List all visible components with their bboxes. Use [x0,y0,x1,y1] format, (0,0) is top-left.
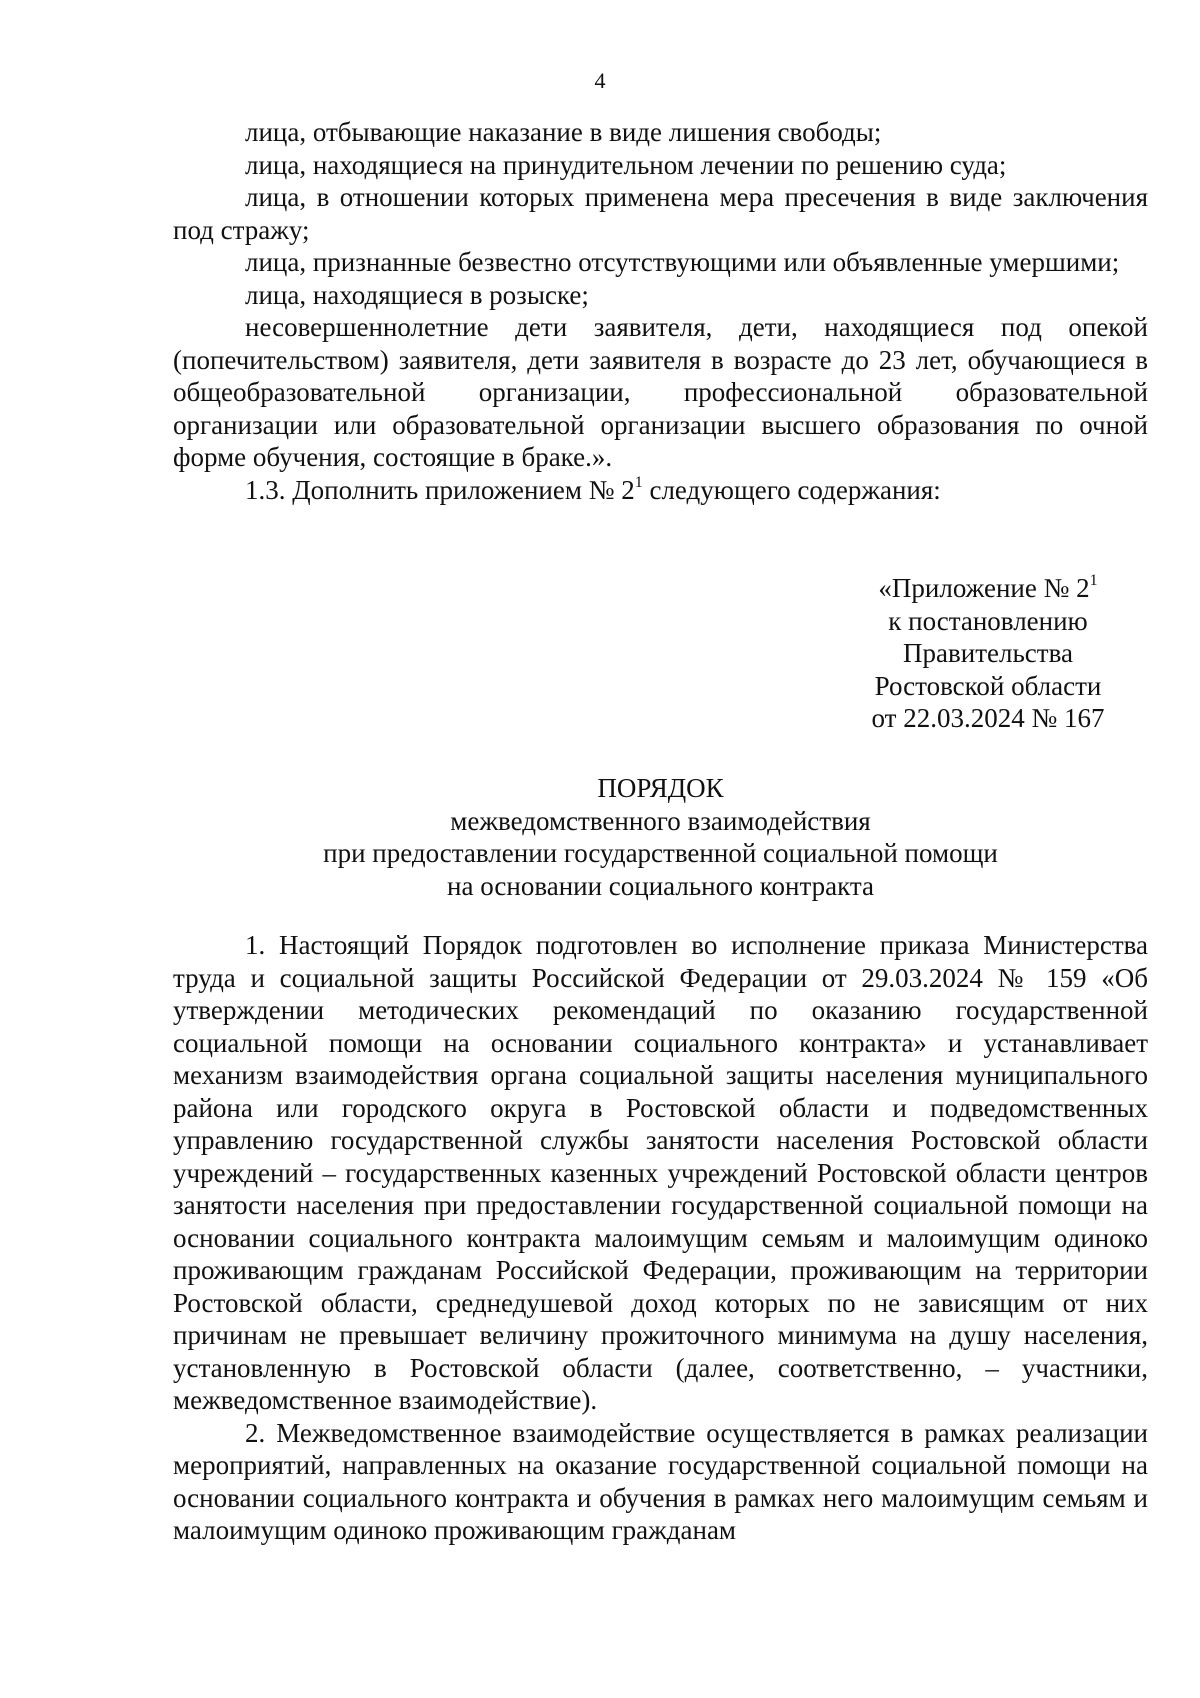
paragraph: лица, находящиеся в розыске; [245,279,589,310]
paragraph: 1. Настоящий Порядок подготовлен во исполнение приказа Министерства труда и социальной защиты Российской Федерации от 29.03.2024 № 159 «Об утверждении методических рекомендаций по оказанию государственной социальной помощи на основании социального контракта» и устанавливает механизм взаимодействия органа социальной защиты населения муниципального района или городского округа в Ростовской области и подведомственных управлению государственной службы занятости населения Ростовской области учреждений – государственных казенных учреждений Ростовской области центров занятости населения при предоставлении государственной социальной помощи на основании социального контракта малоимущим семьям и малоимущим одиноко проживающим гражданам Российской Федерации, проживающим на территории Ростовской области, среднедушевой доход которых по не зависящим от них причинам не превышает величину прожиточного минимума на душу населения, установленную в Ростовской области (далее, соответственно, – участники, межведомственное взаимодействие). [173,930,1148,1415]
paragraph: лица, признанные безвестно отсутствующими или объявленные умершими; [245,247,1120,277]
title-line: при предоставлении государственной социальной помощи [323,838,998,868]
paragraph: лица, находящиеся на принудительном лечении по решению суда; [245,149,1007,180]
appendix-line [838,572,1138,605]
appendix-line: от 22.03.2024 № 167 [871,703,1105,733]
amendment-text: 1.3. Дополнить приложением № 2 [245,474,635,505]
appendix-line: к постановлению [888,605,1088,636]
top-text-block [173,116,1148,506]
paragraph: лица, отбывающие наказание в виде лишения свободы; [245,117,882,147]
appendix-line: Ростовской области [874,670,1102,701]
appendix-line: Правительства [903,638,1073,668]
appendix-header [838,572,1138,735]
paragraph: несовершеннолетние дети заявителя, дети, находящиеся под опекой (попечительством) заявителя, дети заявителя в возрасте до 23 лет, обучающиеся в общеобразовательной организации, профессиональной образовательной организации или образовательной организации высшего образования по очной форме обучения, состоящие в браке.». [173,312,1148,472]
superscript: 1 [634,473,643,491]
title-line: межведомственного взаимодействия [450,805,871,836]
superscript: 1 [1089,572,1098,589]
title-line: на основании социального контракта [447,870,874,901]
appendix-title: «Приложение № 2 [878,573,1090,603]
document-title [173,772,1148,902]
amendment-tail: следующего содержания: [642,474,941,505]
paragraph: 2. Межведомственное взаимодействие осуществляется в рамках реализации мероприятий, направленных на оказание государственной социальной помощи на основании социального контракта и обучения в рамках него малоимущим семьям и малоимущим одиноко проживающим гражданам [173,1417,1148,1545]
paragraph: лица, в отношении которых применена мера пресечения в виде заключения под стражу; [173,182,1148,245]
amendment-paragraph [173,474,1148,507]
page-number: 4 [594,68,606,93]
bottom-text-block [173,929,1148,1547]
title-heading: ПОРЯДОК [597,773,724,803]
